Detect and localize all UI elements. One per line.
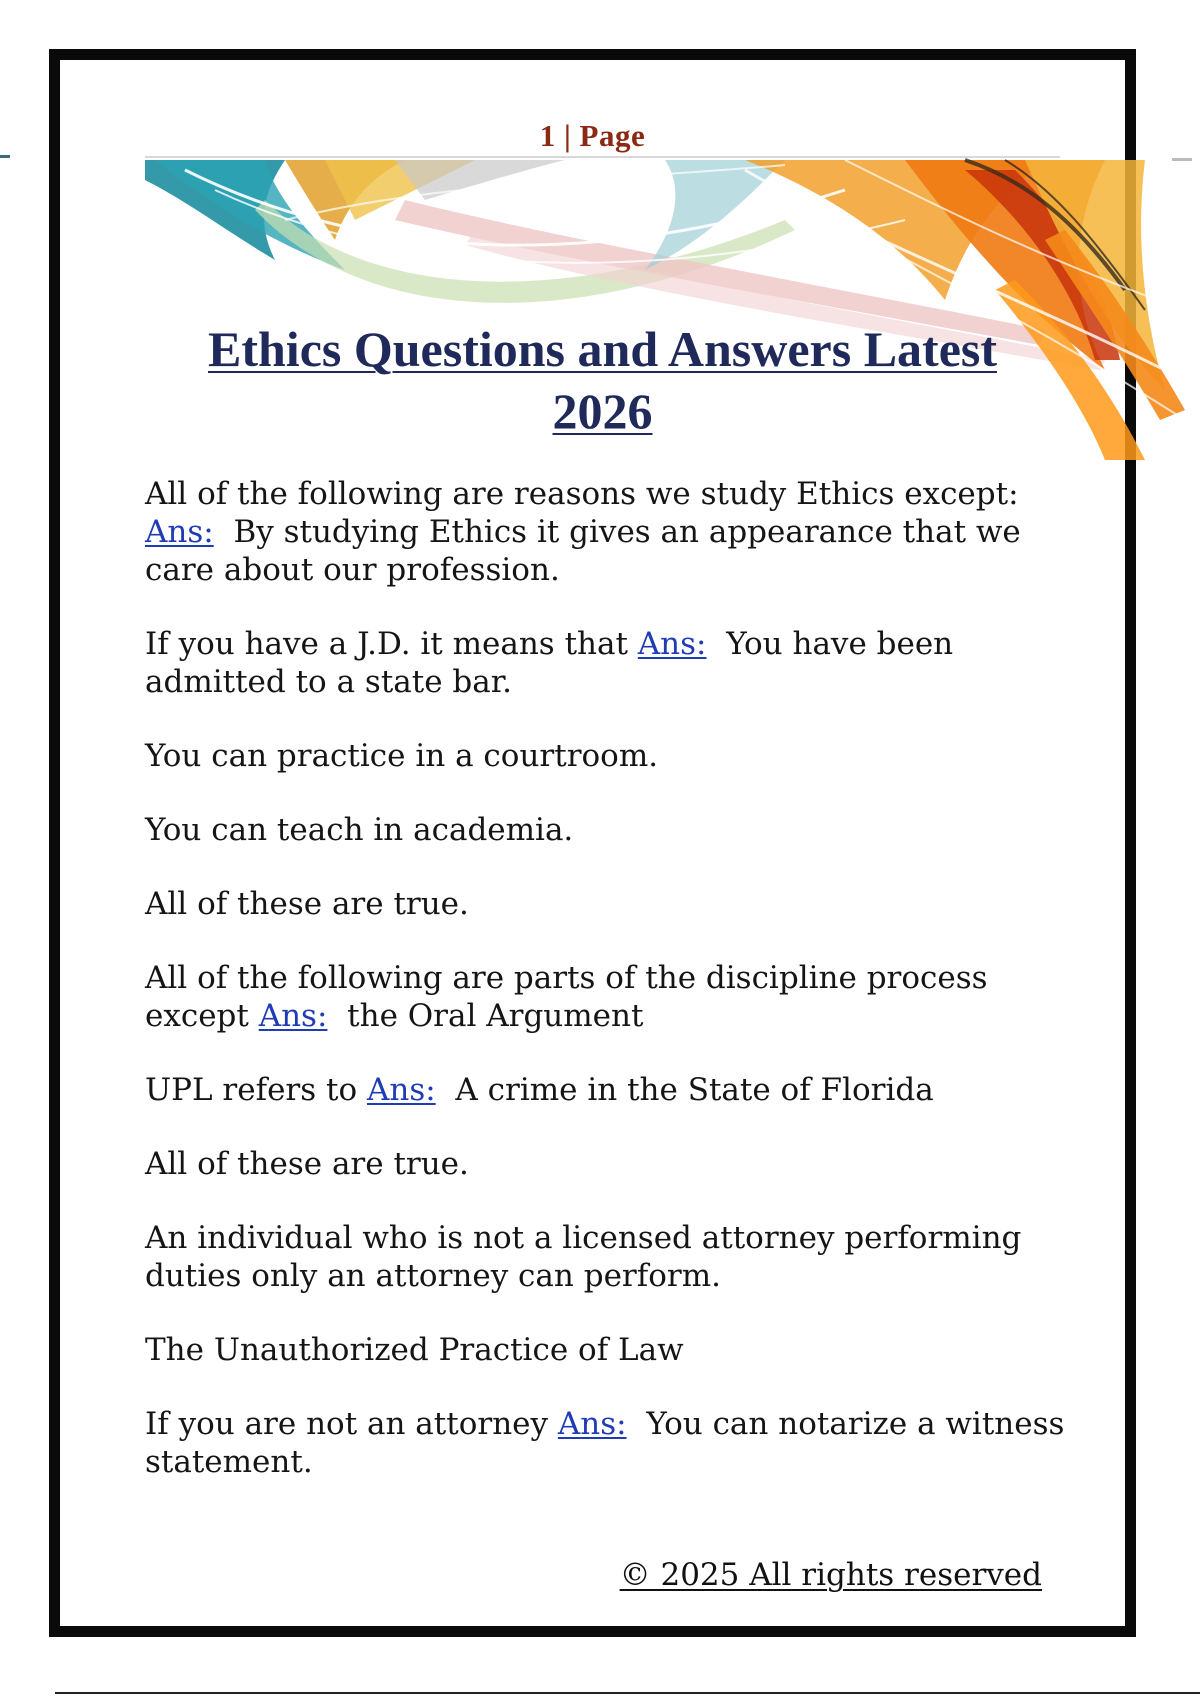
text-line: An individual who is not a licensed attorney performing duties only an attorney can perform. — [145, 1220, 1022, 1294]
header-divider — [145, 156, 1060, 158]
page-number-header: 1 | Page — [539, 118, 646, 153]
answer-text: the Oral Argument — [347, 998, 644, 1034]
question-text: All of the following are parts of the discipline process except — [145, 960, 988, 1034]
bottom-divider — [55, 1692, 1200, 1694]
text-line: All of these are true. — [145, 1146, 469, 1182]
qa-item-3 — [145, 959, 1095, 1035]
margin-mark-left — [0, 155, 10, 158]
question-text: If you have a J.D. it means that — [145, 626, 628, 662]
answer-label[interactable]: Ans: — [366, 1072, 436, 1108]
copyright-footer: © 2025 All rights reserved — [619, 1557, 1042, 1593]
answer-text: You can notarize a witness statement. — [145, 1406, 1065, 1480]
page-frame — [49, 49, 1136, 1637]
question-text: UPL refers to — [145, 1072, 358, 1108]
document-title-line2: 2026 — [552, 383, 653, 439]
qa-item-1 — [145, 475, 1095, 589]
question-text: All of the following are reasons we study Ethics except: — [145, 476, 1019, 512]
answer-label[interactable]: Ans: — [637, 626, 707, 662]
answer-text: By studying Ethics it gives an appearance that we care about our profession. — [145, 514, 1021, 588]
answer-label[interactable]: Ans: — [557, 1406, 627, 1442]
answer-label[interactable]: Ans: — [145, 514, 214, 550]
answer-label[interactable]: Ans: — [258, 998, 328, 1034]
qa-content — [145, 475, 1095, 1517]
answer-text: You have been admitted to a state bar. — [145, 626, 954, 700]
document-title-line1: Ethics Questions and Answers Latest — [208, 321, 997, 377]
text-line: The Unauthorized Practice of Law — [145, 1332, 684, 1368]
text-line: You can practice in a courtroom. — [145, 738, 659, 774]
text-line: All of these are true. — [145, 886, 469, 922]
qa-item-2 — [145, 625, 1095, 701]
qa-item-4 — [145, 1071, 1095, 1109]
qa-item-5 — [145, 1405, 1095, 1481]
question-text: If you are not an attorney — [145, 1406, 549, 1442]
text-line: You can teach in academia. — [145, 812, 574, 848]
answer-text: A crime in the State of Florida — [455, 1072, 934, 1108]
document-title — [145, 318, 1060, 442]
